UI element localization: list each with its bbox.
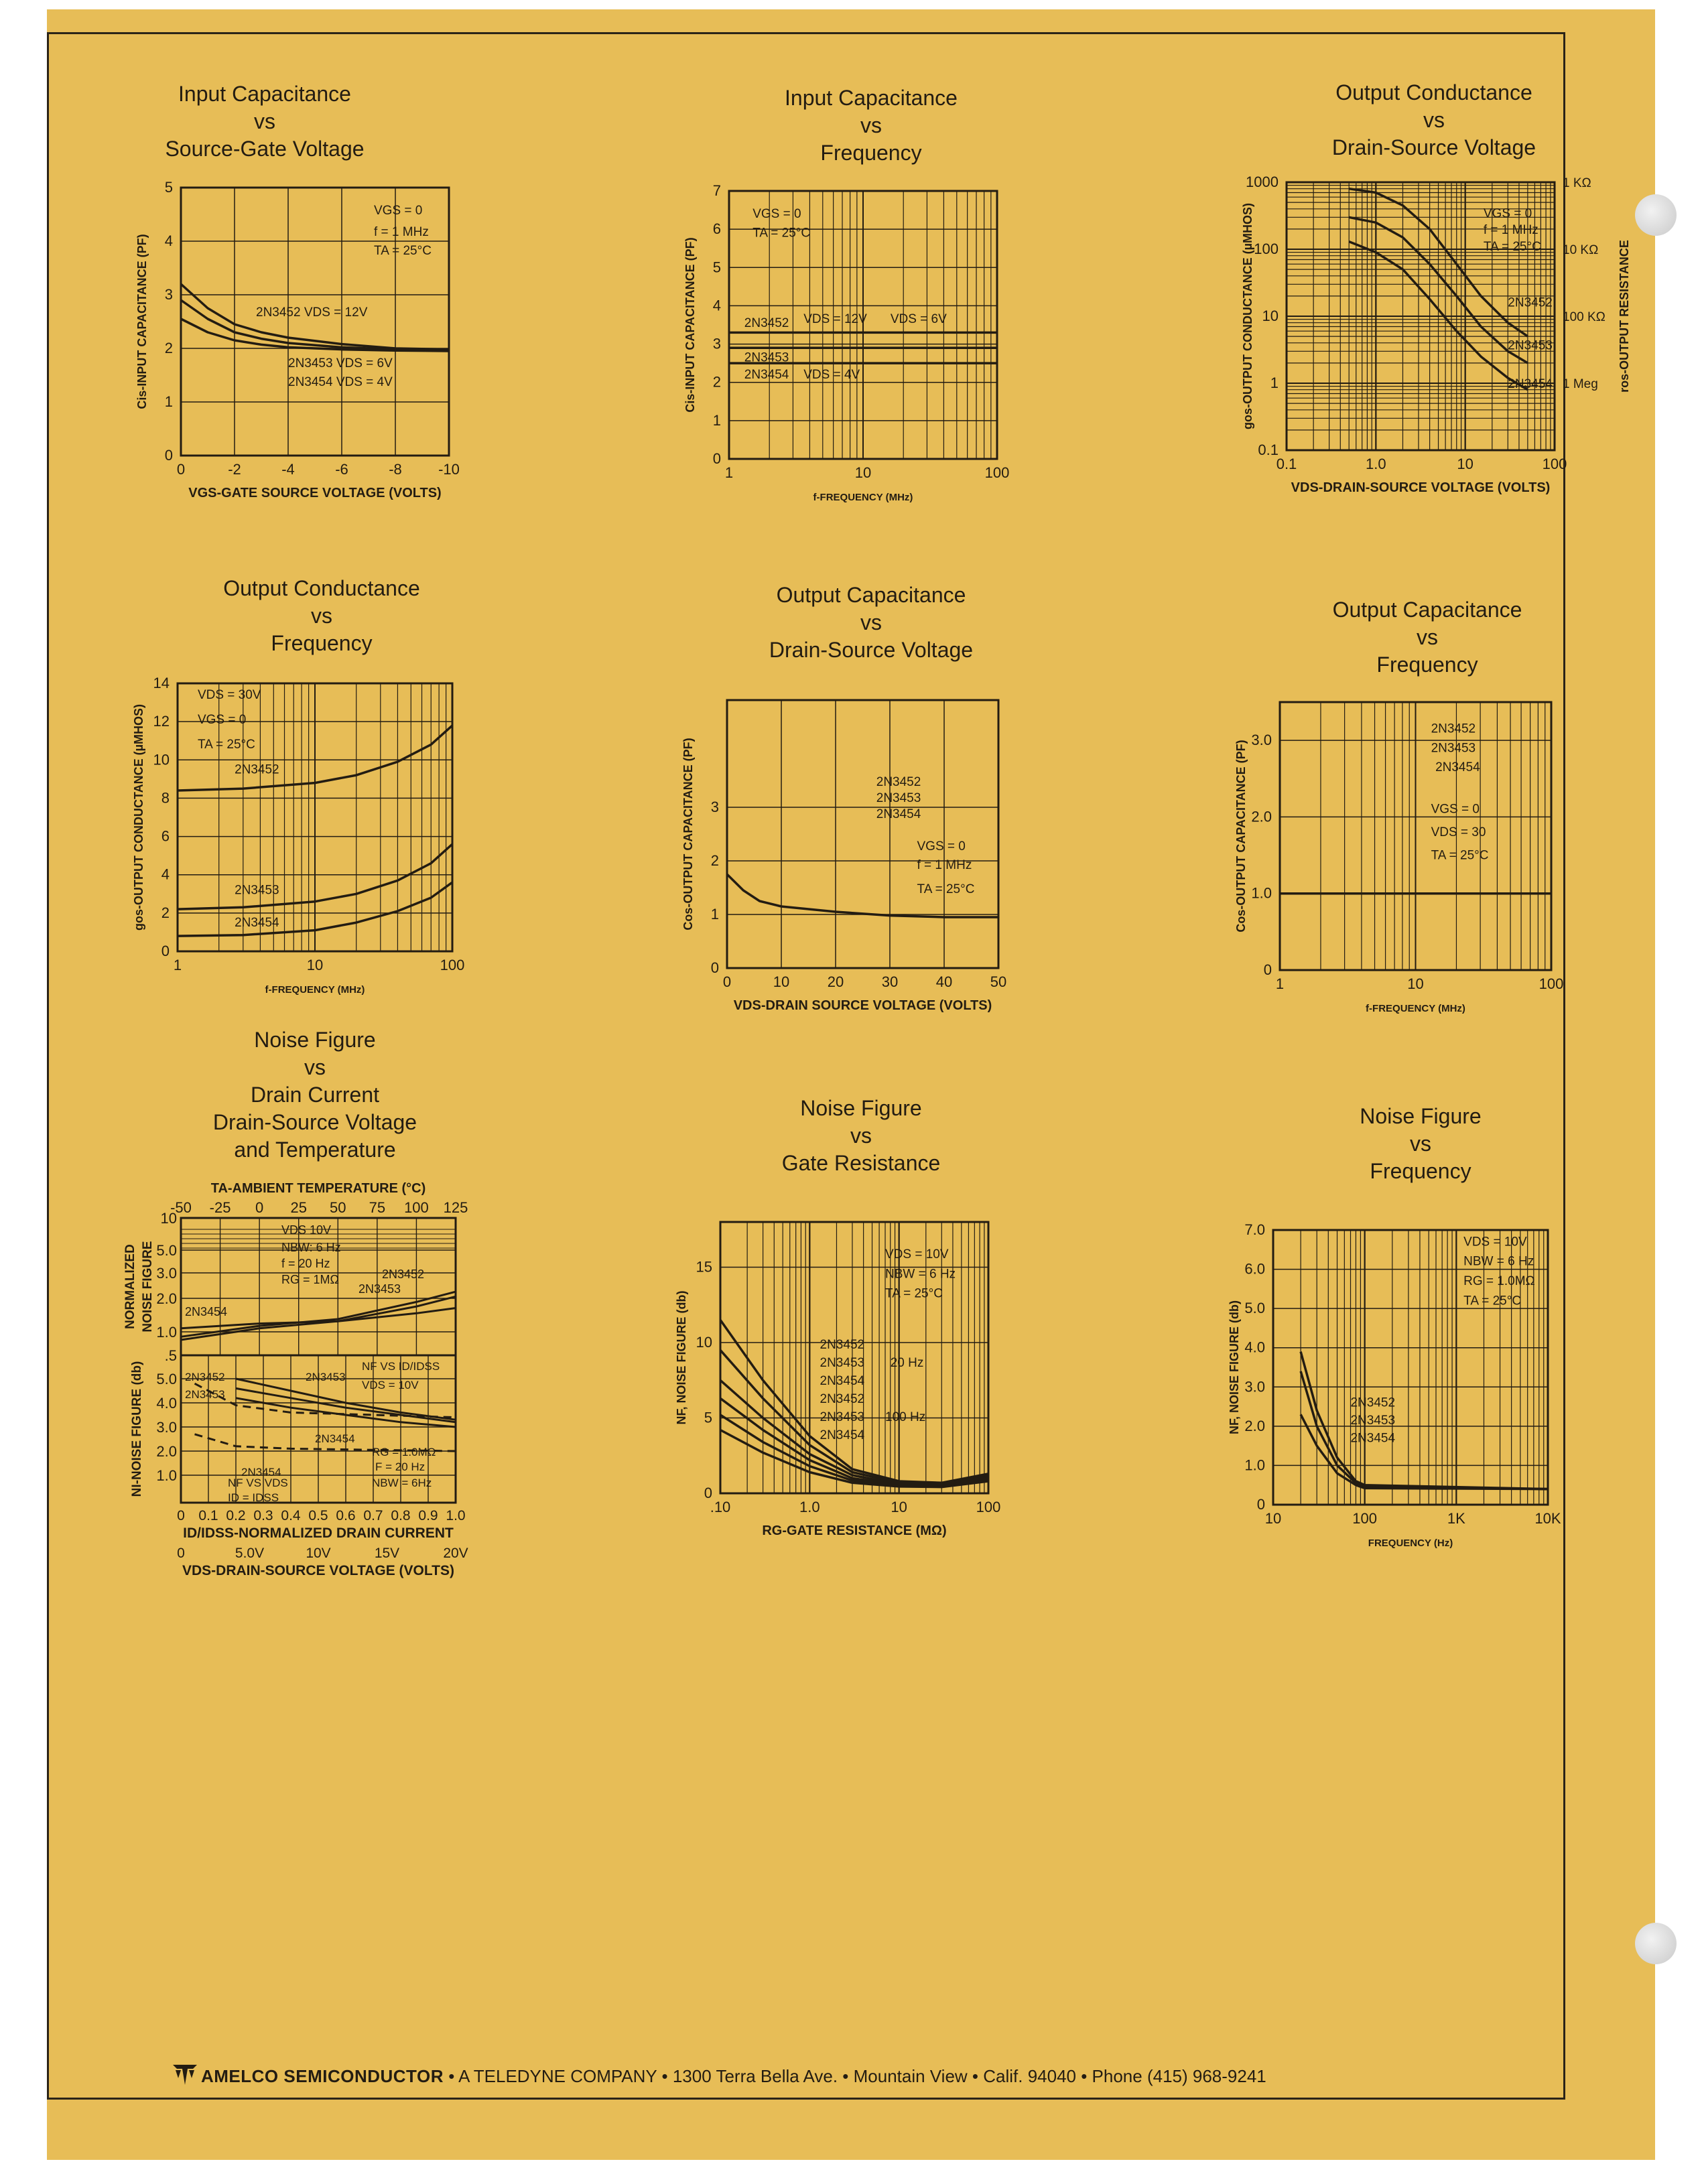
- annotation: 2N3454 VDS = 4V: [288, 375, 393, 389]
- annotation: VDS = 4V: [803, 368, 860, 382]
- chart-title-line: Output Capacitance: [776, 583, 966, 607]
- x-tick-label: 0.9: [418, 1508, 438, 1523]
- annotation: 2N3453: [1508, 338, 1553, 353]
- chart-title-line: vs: [254, 109, 275, 133]
- chart-title-line: Drain Current: [250, 1083, 380, 1107]
- annotation: VGS = 0: [197, 713, 247, 727]
- chart-title-line: vs: [860, 113, 882, 137]
- annotation: 2N3452: [185, 1371, 225, 1383]
- x-tick-label: -4: [281, 461, 295, 478]
- top-tick-label: 100: [404, 1199, 429, 1216]
- chart-title-line: Frequency: [1376, 653, 1478, 677]
- annotation: ID = IDSS: [228, 1491, 279, 1504]
- x-tick-label: 20: [827, 973, 844, 990]
- y-tick-label: 2: [712, 373, 721, 391]
- x-tick-label: 10: [1264, 1510, 1282, 1527]
- x-tick-label: 1.0: [1366, 456, 1386, 472]
- annotation: 2N3453: [820, 1356, 865, 1370]
- y-tick-label: 10: [153, 751, 170, 768]
- x-tick-label: 10: [854, 464, 872, 481]
- annotation: 2N3453: [358, 1282, 401, 1296]
- chart-title-line: Frequency: [271, 631, 373, 655]
- x-tick-label: 0.6: [336, 1508, 356, 1523]
- y-tick-label: 0: [712, 450, 721, 467]
- chart-title-line: vs: [1417, 625, 1438, 649]
- top-tick-label: 75: [369, 1199, 386, 1216]
- chart-title-line: vs: [860, 610, 882, 634]
- x-tick-label: -2: [228, 461, 241, 478]
- y-tick-label: 1.0: [156, 1324, 177, 1341]
- x-tick-label: 100: [440, 957, 465, 973]
- annotation: 2N3454: [1435, 760, 1480, 774]
- y-tick-label: 15: [696, 1258, 712, 1276]
- annotation: 2N3454: [820, 1428, 865, 1442]
- x-tick-label: 0.2: [226, 1508, 246, 1523]
- footer-address: • A TELEDYNE COMPANY • 1300 Terra Bella Ave. • Mountain View • Calif. 94040 • Phone (415) 968-9241: [448, 2066, 1266, 2086]
- chart-title-line: Output Conductance: [1335, 80, 1532, 105]
- x-tick-label: 100: [1352, 1510, 1378, 1527]
- y-tick-label: 2: [164, 340, 173, 356]
- annotation: 2N3454: [315, 1432, 355, 1445]
- x-tick-label: 100: [984, 464, 1010, 481]
- x2-tick-label: 15V: [374, 1546, 400, 1561]
- y-tick-label: 10: [696, 1334, 712, 1351]
- y-axis-title: Cos-OUTPUT CAPACITANCE (PF): [1234, 740, 1248, 933]
- annotation: NBW = 6Hz: [372, 1477, 432, 1489]
- chart-title-line: Input Capacitance: [178, 82, 351, 106]
- x-axis-title: VGS-GATE SOURCE VOLTAGE (VOLTS): [188, 486, 442, 500]
- y-tick-label: 2.0: [156, 1443, 177, 1460]
- x2-tick-label: 0: [177, 1546, 185, 1561]
- chart-title-line: and Temperature: [234, 1138, 396, 1162]
- annotation: NF VS VDS: [228, 1477, 288, 1489]
- annotation: 2N3454: [241, 1466, 281, 1479]
- x-tick-label: 100: [1539, 975, 1564, 992]
- annotation: 2N3452: [744, 316, 789, 330]
- annotation: TA = 25°C: [374, 244, 432, 258]
- annotation: 2N3454: [820, 1374, 865, 1388]
- footer-company: AMELCO SEMICONDUCTOR: [201, 2066, 444, 2086]
- annotation: 2N3454: [1350, 1431, 1396, 1446]
- annotation: 2N3452: [820, 1338, 865, 1352]
- annotation: VDS = 30V: [197, 687, 261, 702]
- annotation: 2N3454: [235, 915, 279, 930]
- y-tick-label: 3.0: [156, 1265, 177, 1282]
- y-tick-label: 1000: [1246, 174, 1279, 190]
- y-tick-label: 7.0: [1244, 1221, 1265, 1238]
- chart-title-line: Input Capacitance: [785, 86, 958, 110]
- y-tick-label: 0: [1263, 961, 1272, 978]
- x-tick-label: 30: [881, 973, 899, 990]
- y-tick-label: 3: [164, 286, 173, 303]
- top-tick-label: -50: [170, 1199, 192, 1216]
- annotation: VDS = 12V: [803, 312, 867, 327]
- y-tick-label: 6: [712, 220, 721, 238]
- chart-title-line: Output Capacitance: [1332, 598, 1522, 622]
- chart-title-line: Drain-Source Voltage: [769, 638, 974, 662]
- annotation: 2N3453: [185, 1388, 225, 1401]
- x-tick-label: 10: [891, 1499, 907, 1515]
- annotation: 2N3453: [1350, 1413, 1396, 1428]
- annotation: NBW = 6 Hz: [1463, 1254, 1534, 1269]
- y-tick-label: 2: [710, 852, 719, 869]
- y-tick-label: 10: [1262, 308, 1279, 324]
- x-tick-label: 0: [722, 973, 732, 990]
- annotation: 2N3454: [876, 807, 921, 821]
- y-tick-label: 1.0: [1251, 884, 1272, 902]
- chart-title-line: vs: [1423, 108, 1445, 132]
- y-tick-label: 3: [712, 335, 721, 352]
- x-tick-label: 50: [990, 973, 1007, 990]
- annotation: RG = 1.0MΩ: [372, 1446, 436, 1458]
- chart-title-line: Frequency: [820, 141, 922, 165]
- x2-tick-label: 10V: [306, 1546, 331, 1561]
- annotation: f = 1 MHz: [374, 225, 429, 239]
- footer: [201, 2066, 1266, 2087]
- x-tick-label: .10: [710, 1499, 731, 1515]
- x-tick-label: 0.1: [198, 1508, 218, 1523]
- x-tick-label: -8: [389, 461, 402, 478]
- annotation: RG = 1.0MΩ: [1463, 1274, 1535, 1288]
- y-tick-label: 7: [712, 182, 721, 199]
- y-tick-label: 5: [164, 179, 173, 196]
- chart-title-line: vs: [1410, 1132, 1431, 1156]
- y-tick-label: 10: [160, 1210, 177, 1227]
- y-axis-title: NF, NOISE FIGURE (db): [675, 1290, 688, 1425]
- x-tick-label: 40: [935, 973, 953, 990]
- annotation: VGS = 0: [374, 204, 423, 218]
- top-tick-label: 0: [255, 1199, 264, 1216]
- annotation: VGS = 0: [917, 839, 966, 854]
- x-tick-label: 10: [1457, 456, 1474, 472]
- x-tick-label: 0.7: [363, 1508, 383, 1523]
- annotation: NF VS ID/IDSS: [362, 1360, 440, 1373]
- x-axis-title: FREQUENCY (Hz): [1368, 1538, 1453, 1549]
- annotation: TA = 25°C: [1483, 240, 1541, 255]
- y-axis-title: Cis-INPUT CAPACITANCE (PF): [683, 237, 697, 413]
- annotation: 2N3453: [876, 791, 921, 805]
- y-tick-label: 6.0: [1244, 1260, 1265, 1278]
- chart-title-line: Noise Figure: [800, 1096, 922, 1120]
- x-tick-label: 0.3: [253, 1508, 273, 1523]
- x-axis-title: VDS-DRAIN-SOURCE VOLTAGE (VOLTS): [1291, 480, 1551, 495]
- x-tick-label: 1: [1275, 975, 1285, 992]
- y-tick-label: 0.1: [1258, 441, 1279, 458]
- annotation: f = 1 MHz: [917, 858, 972, 872]
- annotation: VDS = 10V: [1463, 1235, 1527, 1249]
- chart-title-line: vs: [311, 604, 332, 628]
- annotation: NBW: 6 Hz: [281, 1241, 341, 1254]
- y-tick-label: 4: [164, 232, 173, 249]
- y-tick-label: 4: [712, 297, 721, 314]
- annotation: VDS = 30: [1431, 825, 1486, 839]
- y-tick-label: 2: [161, 904, 170, 921]
- x-tick-label: -6: [335, 461, 348, 478]
- x-tick-label: 1.0: [446, 1508, 466, 1523]
- annotation: VDS 10V: [281, 1223, 332, 1237]
- annotation: F = 20 Hz: [375, 1460, 426, 1473]
- y2-tick-label: 100 KΩ: [1563, 310, 1606, 324]
- x-tick-label: 1K: [1447, 1510, 1465, 1527]
- y-tick-label: 5: [712, 259, 721, 276]
- annotation: 2N3453: [306, 1371, 346, 1383]
- annotation: 20 Hz: [890, 1356, 924, 1370]
- chart-title-line: Frequency: [1370, 1159, 1471, 1183]
- chart-title-line: Noise Figure: [1360, 1104, 1482, 1128]
- annotation: VGS = 0: [1483, 206, 1532, 221]
- annotation: VGS = 0: [752, 207, 801, 221]
- x-tick-label: 0.5: [308, 1508, 328, 1523]
- y-tick-label: 0: [1256, 1496, 1265, 1513]
- annotation: TA = 25°C: [1463, 1294, 1522, 1308]
- annotation: f = 20 Hz: [281, 1257, 330, 1270]
- chart-title-line: Gate Resistance: [781, 1151, 941, 1175]
- chart-title-line: vs: [850, 1123, 872, 1148]
- y-tick-label: 1: [712, 411, 721, 429]
- annotation: 2N3453 VDS = 6V: [288, 356, 393, 370]
- top-tick-label: -25: [209, 1199, 231, 1216]
- x-tick-label: 1: [173, 957, 182, 973]
- x-tick-label: 0.8: [391, 1508, 411, 1523]
- annotation: VGS = 0: [1431, 802, 1480, 817]
- y-tick-label: 5.0: [156, 1242, 177, 1259]
- y-tick-label: 4.0: [156, 1395, 177, 1412]
- annotation: 2N3452 VDS = 12V: [256, 305, 368, 320]
- x2-axis-title: VDS-DRAIN-SOURCE VOLTAGE (VOLTS): [182, 1563, 454, 1578]
- annotation: 2N3452: [1350, 1395, 1396, 1410]
- x-tick-label: 10K: [1534, 1510, 1561, 1527]
- x-axis-title: f-FREQUENCY (MHz): [265, 984, 365, 996]
- annotation: VDS = 6V: [890, 312, 947, 327]
- y-tick-label: 8: [161, 789, 170, 807]
- x-axis-title: f-FREQUENCY (MHz): [1366, 1003, 1465, 1014]
- annotation: 2N3453: [820, 1410, 865, 1424]
- annotation: 2N3454: [1508, 377, 1553, 392]
- y-axis-title: NF, NOISE FIGURE (db): [1228, 1300, 1241, 1434]
- y-tick-label: 0: [164, 447, 173, 464]
- x-tick-label: 0: [176, 461, 186, 478]
- y-tick-label: 0: [704, 1485, 712, 1501]
- x-tick-label: 100: [976, 1499, 1001, 1515]
- y-tick-label: 1.0: [156, 1467, 177, 1484]
- y-tick-label: .5: [164, 1347, 177, 1364]
- y2-axis-title: ros-OUTPUT RESISTANCE: [1618, 240, 1631, 393]
- y-tick-label: 6: [161, 827, 170, 845]
- annotation: NBW = 6 Hz: [885, 1267, 956, 1282]
- y-tick-label: 1.0: [1244, 1456, 1265, 1474]
- y-tick-label: 14: [153, 675, 170, 691]
- x-tick-label: 0.1: [1276, 456, 1297, 472]
- y-tick-label: 0: [161, 943, 170, 959]
- y-axis-title: NI-NOISE FIGURE (db): [130, 1361, 144, 1497]
- x-tick-label: 10: [306, 957, 324, 973]
- y-tick-label: 12: [153, 713, 170, 730]
- x-tick-label: 0: [177, 1508, 185, 1523]
- teledyne-logo-icon: [173, 2062, 197, 2086]
- top-tick-label: 125: [443, 1199, 468, 1216]
- annotation: VDS = 10V: [362, 1379, 419, 1391]
- y-tick-label: 5: [704, 1409, 712, 1426]
- chart-title-line: Noise Figure: [254, 1028, 376, 1052]
- y-tick-label: 100: [1254, 241, 1279, 257]
- y-tick-label: 2.0: [1251, 808, 1272, 825]
- x-tick-label: 1: [724, 464, 734, 481]
- annotation: 2N3454: [744, 368, 789, 382]
- x-axis-title: RG-GATE RESISTANCE (MΩ): [762, 1523, 947, 1538]
- plot-area: [123, 1181, 468, 1578]
- annotation: TA = 25°C: [1431, 848, 1489, 863]
- x-axis-title: f-FREQUENCY (MHz): [813, 492, 913, 503]
- x-tick-label: 10: [1407, 975, 1424, 992]
- y-tick-label: 2.0: [156, 1290, 177, 1307]
- annotation: TA = 25°C: [917, 882, 975, 896]
- y-axis-title: Cos-OUTPUT CAPACITANCE (PF): [681, 738, 695, 931]
- annotation: 2N3452: [235, 762, 279, 777]
- y-tick-label: 1: [1270, 374, 1279, 391]
- chart-title-line: vs: [304, 1055, 326, 1079]
- annotation: 2N3453: [1431, 741, 1476, 756]
- annotation: TA = 25°C: [752, 226, 811, 241]
- y-tick-label: 1: [164, 393, 173, 410]
- y2-tick-label: 1 KΩ: [1563, 176, 1591, 190]
- chart-title-line: Drain-Source Voltage: [1331, 135, 1536, 159]
- x-tick-label: 0.4: [281, 1508, 301, 1523]
- annotation: f = 1 MHz: [1483, 222, 1539, 237]
- y-tick-label: 5.0: [1244, 1300, 1265, 1317]
- y-axis-title: NOISE FIGURE: [141, 1241, 155, 1333]
- annotation: 100 Hz: [885, 1410, 926, 1424]
- y-tick-label: 0: [710, 959, 719, 976]
- chart-title-line: Source-Gate Voltage: [165, 137, 365, 161]
- annotation: 2N3452: [1508, 295, 1553, 310]
- annotation: VDS = 10V: [885, 1247, 949, 1261]
- x-axis-title: VDS-DRAIN SOURCE VOLTAGE (VOLTS): [733, 998, 992, 1013]
- x-tick-label: 10: [773, 973, 790, 990]
- y-axis-title: gos-OUTPUT CONDUCTANCE (µMHOS): [1241, 202, 1254, 430]
- top-tick-label: 50: [330, 1199, 346, 1216]
- x2-tick-label: 5.0V: [235, 1546, 265, 1561]
- top-axis-title: TA-AMBIENT TEMPERATURE (°C): [210, 1181, 426, 1196]
- annotation: 2N3454: [185, 1305, 228, 1318]
- y-tick-label: 3: [710, 799, 719, 815]
- x-tick-label: 1.0: [799, 1499, 820, 1515]
- y-tick-label: 3.0: [1251, 732, 1272, 749]
- top-tick-label: 25: [290, 1199, 307, 1216]
- y2-tick-label: 10 KΩ: [1563, 243, 1599, 257]
- x-axis-title: ID/IDSS-NORMALIZED DRAIN CURRENT: [183, 1525, 454, 1541]
- annotation: 2N3453: [235, 883, 279, 898]
- x-tick-label: -10: [438, 461, 460, 478]
- y-tick-label: 4.0: [1244, 1339, 1265, 1356]
- annotation: 2N3452: [382, 1268, 425, 1281]
- annotation: 2N3452: [876, 775, 921, 789]
- y-tick-label: 2.0: [1244, 1417, 1265, 1434]
- annotation: 2N3452: [1431, 722, 1476, 736]
- y2-tick-label: 1 Meg: [1563, 377, 1598, 391]
- annotation: 2N3453: [744, 350, 789, 365]
- y-tick-label: 4: [161, 866, 170, 883]
- y-tick-label: 3.0: [156, 1419, 177, 1436]
- x2-tick-label: 20V: [443, 1546, 468, 1561]
- y-tick-label: 3.0: [1244, 1378, 1265, 1395]
- y-tick-label: 1: [710, 906, 719, 923]
- y-axis-title: Cis-INPUT CAPACITANCE (PF): [135, 234, 149, 409]
- chart-title-line: Output Conductance: [223, 576, 420, 600]
- annotation: RG = 1MΩ: [281, 1273, 339, 1286]
- y-axis-title: NORMALIZED: [123, 1244, 137, 1329]
- x-tick-label: 100: [1542, 456, 1567, 472]
- annotation: TA = 25°C: [197, 738, 255, 752]
- y-axis-title: gos-OUTPUT CONDUCTANCE (µMHOS): [132, 703, 145, 931]
- chart-title-line: Drain-Source Voltage: [212, 1110, 417, 1134]
- annotation: 2N3452: [820, 1392, 865, 1406]
- annotation: TA = 25°C: [885, 1286, 943, 1301]
- y-tick-label: 5.0: [156, 1371, 177, 1387]
